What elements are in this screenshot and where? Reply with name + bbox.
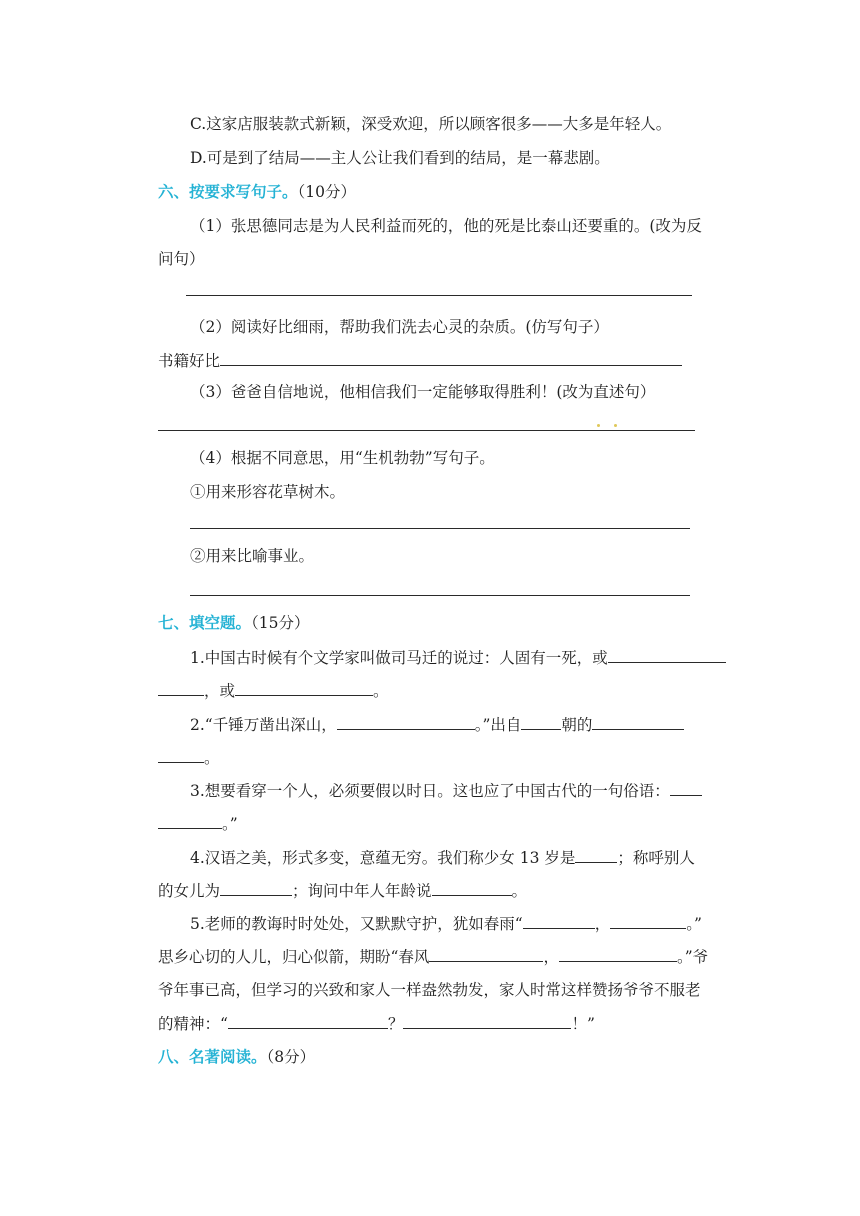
- s7-q2-from: 。”出自: [474, 716, 522, 734]
- s6-q1-line1: （1）张思德同志是为人民利益而死的，他的死是比泰山还要重的。(改为反: [190, 217, 702, 235]
- s7-q4-end: 。: [511, 882, 528, 900]
- s7-q4-ask: ；询问中年人年龄说: [292, 882, 432, 900]
- section-6-heading: [158, 181, 356, 203]
- s7-q2-blank-3-cont: [158, 746, 204, 763]
- s7-q5-blank-1: [523, 912, 595, 929]
- s7-q5-blank-5: [228, 1012, 388, 1029]
- s7-q5-blank-4: [559, 945, 677, 962]
- s7-q5-blank-2: [610, 912, 686, 929]
- s7-q5-row2: [158, 945, 708, 968]
- s7-q2-end: 。: [204, 749, 220, 767]
- s7-q4-blank-1: [575, 846, 617, 863]
- s7-q5-text: 5.老师的教诲时时处处，又默默守护，犹如春雨“: [190, 915, 523, 933]
- s7-q2-row1: [190, 713, 684, 736]
- section-6-score: （10分）: [297, 183, 356, 201]
- s7-q2-text: 2.“千锤万凿出深山，: [190, 716, 337, 734]
- s7-q1-blank-2: [235, 679, 373, 696]
- s6-q3: （3）爸爸自信地说，他相信我们一定能够取得胜利！(改为直述句）: [190, 383, 656, 401]
- s7-q5-row3: 爷年事已高，但学习的兴致和家人一样盎然勃发，家人时常这样赞扬爷爷不服老: [158, 981, 701, 999]
- s7-q1-text: 1.中国古时候有个文学家叫做司马迁的说过：人固有一死，或: [190, 649, 608, 667]
- s7-q2-blank-2: [521, 713, 561, 730]
- s7-q5-row1: [190, 912, 702, 935]
- s7-q4-row2: [158, 879, 527, 902]
- s7-q1-end: 。: [373, 682, 389, 700]
- s6-q1-answer-line: [186, 295, 692, 296]
- s7-q4-daughter: 的女儿为: [158, 882, 221, 900]
- s6-q4-a-answer-line: [190, 528, 690, 529]
- s7-q5-comma: ，: [594, 915, 611, 933]
- s7-q1-blank-1-cont: [158, 679, 204, 696]
- s7-q5-homesick: 思乡心切的人儿，归心似箭，期盼“春风: [158, 948, 430, 966]
- s7-q5-blank-3: [429, 945, 543, 962]
- s7-q5-exclaim: ！”: [571, 1015, 595, 1033]
- s6-q2-blank: [220, 349, 682, 366]
- s7-q1-blank-1: [608, 646, 726, 663]
- s7-q3-end: 。”: [222, 815, 238, 833]
- s7-q5-row4: [158, 1012, 595, 1035]
- s7-q3-row2: [158, 812, 238, 835]
- s7-q5-grandpa: 。”爷: [676, 948, 709, 966]
- s7-q4-blank-2: [220, 879, 292, 896]
- section-7-title: 七、填空题。: [158, 614, 252, 632]
- section-8-heading: [158, 1046, 315, 1068]
- s7-q4-text: 4.汉语之美，形式多变，意蕴无穷。我们称少女 13 岁是: [190, 849, 576, 867]
- s6-q3-answer-line: [158, 430, 695, 431]
- s7-q3-row1: [190, 779, 702, 802]
- s7-q3-text: 3.想要看穿一个人，必须要假以时日。这也应了中国古代的一句俗语：: [190, 782, 670, 800]
- s6-q2: （2）阅读好比细雨，帮助我们洗去心灵的杂质。(仿写句子）: [190, 318, 609, 336]
- yellow-dot: [614, 424, 617, 427]
- s7-q1-row1: [190, 646, 726, 669]
- s6-q1-line2: 问句）: [158, 250, 205, 268]
- s6-q2-prefix-row: [158, 349, 682, 372]
- section-6-title: 六、按要求写句子。: [158, 183, 298, 201]
- section-8-score: （8分）: [266, 1048, 316, 1066]
- s7-q5-blank-6: [403, 1012, 571, 1029]
- s6-q4: （4）根据不同意思，用“生机勃勃”写句子。: [190, 449, 495, 467]
- option-c: C.这家店服装款式新颖，深受欢迎，所以顾客很多——大多是年轻人。: [190, 115, 672, 133]
- s6-q4-a: ①用来形容花草树木。: [190, 483, 346, 501]
- s7-q1-row2: [158, 679, 389, 702]
- s7-q5-quote-end: 。”: [686, 915, 702, 933]
- s7-q3-blank-cont: [158, 812, 222, 829]
- s7-q4-row1: [190, 846, 695, 869]
- s7-q5-comma2: ，: [543, 948, 559, 966]
- section-7-score: （15分）: [251, 614, 310, 632]
- s6-q4-b: ②用来比喻事业。: [190, 547, 315, 565]
- s6-q4-b-answer-line: [190, 595, 690, 596]
- option-d: D.可是到了结局——主人公让我们看到的结局，是一幕悲剧。: [190, 149, 610, 167]
- s7-q5-question: ？: [387, 1015, 404, 1033]
- s7-q2-dynasty: 朝的: [561, 716, 593, 734]
- section-7-heading: [158, 612, 310, 634]
- s7-q5-spirit: 的精神：“: [158, 1015, 228, 1033]
- s7-q2-row2: [158, 746, 220, 769]
- s7-q2-blank-1: [337, 713, 475, 730]
- section-8-title: 八、名著阅读。: [158, 1048, 267, 1066]
- yellow-dot: [597, 424, 600, 427]
- s7-q4-blank-3: [432, 879, 512, 896]
- s7-q3-blank: [670, 779, 702, 796]
- s6-q2-prefix: 书籍好比: [158, 352, 221, 370]
- s7-q1-or: ，或: [204, 682, 236, 700]
- s7-q4-call: ；称呼别人: [617, 849, 695, 867]
- s7-q2-blank-3: [592, 713, 684, 730]
